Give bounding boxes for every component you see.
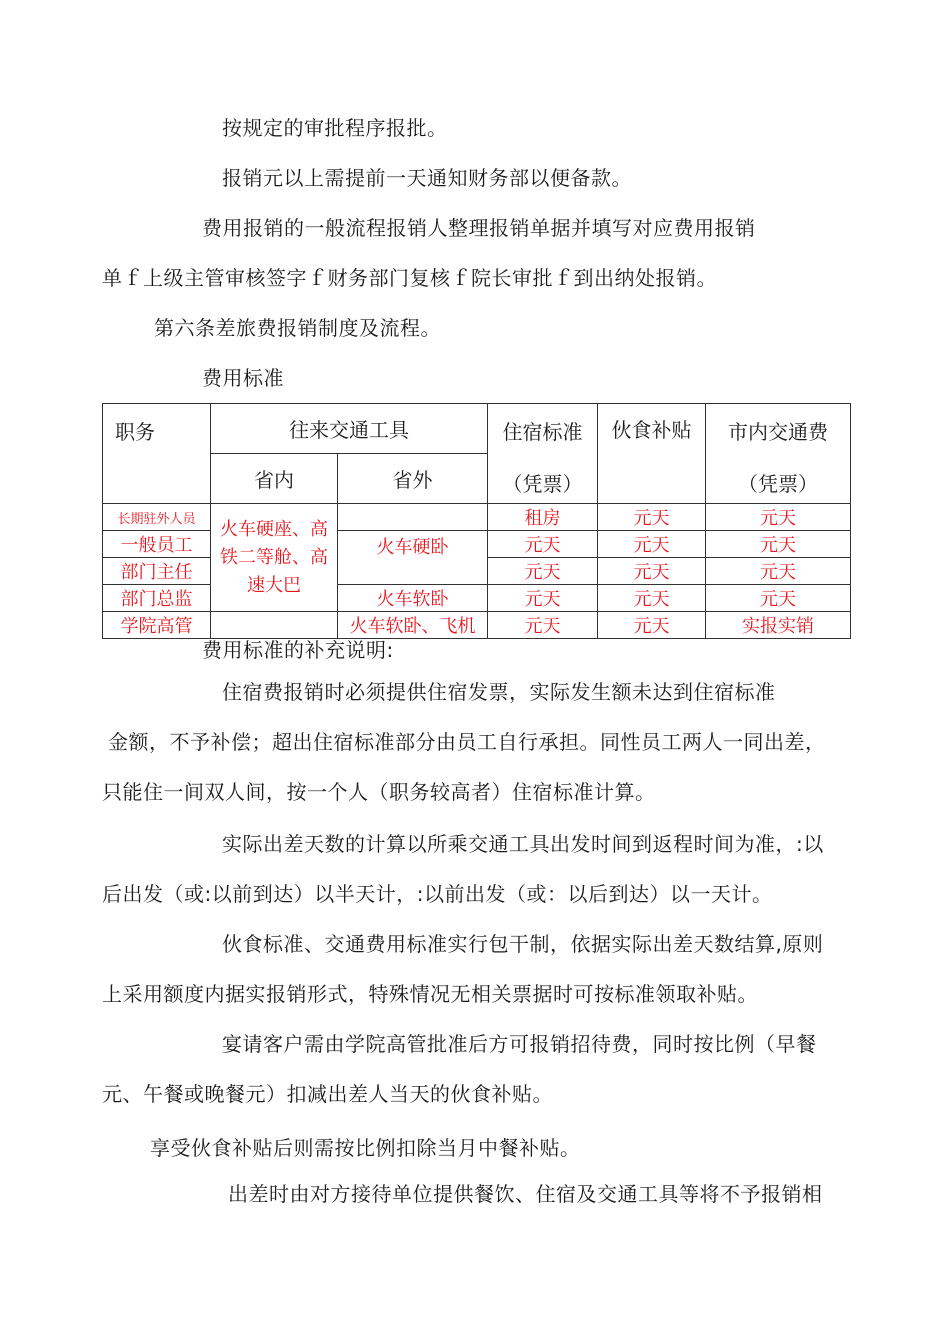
header-meal: 伙食补贴 — [598, 404, 706, 504]
header-transport: 往来交通工具 — [211, 404, 488, 454]
header-local-note: （凭票） — [738, 471, 818, 496]
header-transport-out-province: 省外 — [338, 454, 488, 504]
banquet-rule-line1: 宴请客户需由学院高管批准后方可报销招待费，同时按比例（早餐 — [222, 1032, 817, 1056]
row-meal-executive: 元天 — [598, 612, 706, 639]
days-rule-line1: 实际出差天数的计算以所乘交通工具出发时间到返程时间为准，:以 — [222, 832, 824, 856]
paragraph-approval: 按规定的审批程序报批。 — [222, 116, 448, 140]
header-lodging — [488, 404, 598, 504]
row-job-staff: 一般员工 — [103, 531, 211, 558]
row-meal-staff: 元天 — [598, 531, 706, 558]
header-lodging-note: （凭票） — [502, 471, 583, 496]
header-transport-in-province: 省内 — [211, 454, 338, 504]
header-local-label: 市内交通费 — [728, 419, 828, 444]
row-local-director: 元天 — [706, 558, 851, 585]
banquet-rule-line2: 元、午餐或晚餐元）扣减出差人当天的伙食补贴。 — [102, 1082, 553, 1106]
paragraph-process-line2: 单ｆ上级主管审核签字ｆ财务部门复核ｆ院长审批ｆ到出纳处报销。 — [102, 266, 717, 290]
row-lodging-director: 元天 — [488, 558, 598, 585]
row-job-director: 部门主任 — [103, 558, 211, 585]
in-province-line3: 速大巴 — [247, 574, 301, 596]
section-heading-article6: 第六条差旅费报销制度及流程。 — [154, 316, 441, 340]
in-province-line1: 火车硬座、高 — [220, 518, 328, 540]
row-out-executive: 火车软卧、飞机 — [338, 612, 488, 639]
allowance-rule-line1: 伙食标准、交通费用标准实行包干制，依据实际出差天数结算,原则 — [222, 932, 824, 956]
row-job-longterm: 长期驻外人员 — [103, 504, 211, 531]
in-province-line2: 铁二等舱、高 — [220, 546, 328, 568]
days-rule-line2: 后出发（或:以前到达）以半天计，:以前出发（或：以后到达）以一天计。 — [102, 882, 773, 906]
paragraph-advance-notice: 报销元以上需提前一天通知财务部以便备款。 — [222, 166, 632, 190]
host-provided-rule: 出差时由对方接待单位提供餐饮、住宿及交通工具等将不予报销相 — [228, 1182, 823, 1206]
table-title: 费用标准 — [202, 366, 284, 390]
row-job-executive: 学院高管 — [103, 612, 211, 639]
meal-deduction-rule: 享受伙食补贴后则需按比例扣除当月中餐补贴。 — [150, 1136, 581, 1160]
lodging-rule-line1: 住宿费报销时必须提供住宿发票，实际发生额未达到住宿标准 — [222, 680, 776, 704]
allowance-rule-line2: 上采用额度内据实报销形式，特殊情况无相关票据时可按标准领取补贴。 — [102, 982, 758, 1006]
header-lodging-label: 住宿标准 — [502, 419, 583, 444]
row-job-chief: 部门总监 — [103, 585, 211, 612]
paragraph-process-line1: 费用报销的一般流程报销人整理报销单据并填写对应费用报销 — [202, 216, 756, 240]
row-out-chief: 火车软卧 — [338, 585, 488, 612]
row-lodging-longterm: 租房 — [488, 504, 598, 531]
header-local-transport — [706, 404, 851, 504]
row-lodging-executive: 元天 — [488, 612, 598, 639]
row-lodging-chief: 元天 — [488, 585, 598, 612]
row-out-longterm — [338, 504, 488, 531]
row-local-staff: 元天 — [706, 531, 851, 558]
row-meal-director: 元天 — [598, 558, 706, 585]
row-local-executive: 实报实销 — [706, 612, 851, 639]
header-job: 职务 — [103, 404, 211, 504]
row-in-executive — [211, 612, 338, 639]
in-province-transport — [211, 504, 338, 612]
row-meal-longterm: 元天 — [598, 504, 706, 531]
supplement-heading: 费用标准的补充说明: — [202, 638, 394, 662]
lodging-rule-line3: 只能住一间双人间，按一个人（职务较高者）住宿标准计算。 — [102, 780, 656, 804]
row-lodging-staff: 元天 — [488, 531, 598, 558]
row-out-staff: 火车硬卧 — [338, 531, 488, 585]
row-local-longterm: 元天 — [706, 504, 851, 531]
row-local-chief: 元天 — [706, 585, 851, 612]
lodging-rule-line2: 金额，不予补偿；超出住宿标准部分由员工自行承担。同性员工两人一同出差， — [108, 730, 826, 754]
row-meal-chief: 元天 — [598, 585, 706, 612]
expense-standard-table — [102, 403, 851, 639]
